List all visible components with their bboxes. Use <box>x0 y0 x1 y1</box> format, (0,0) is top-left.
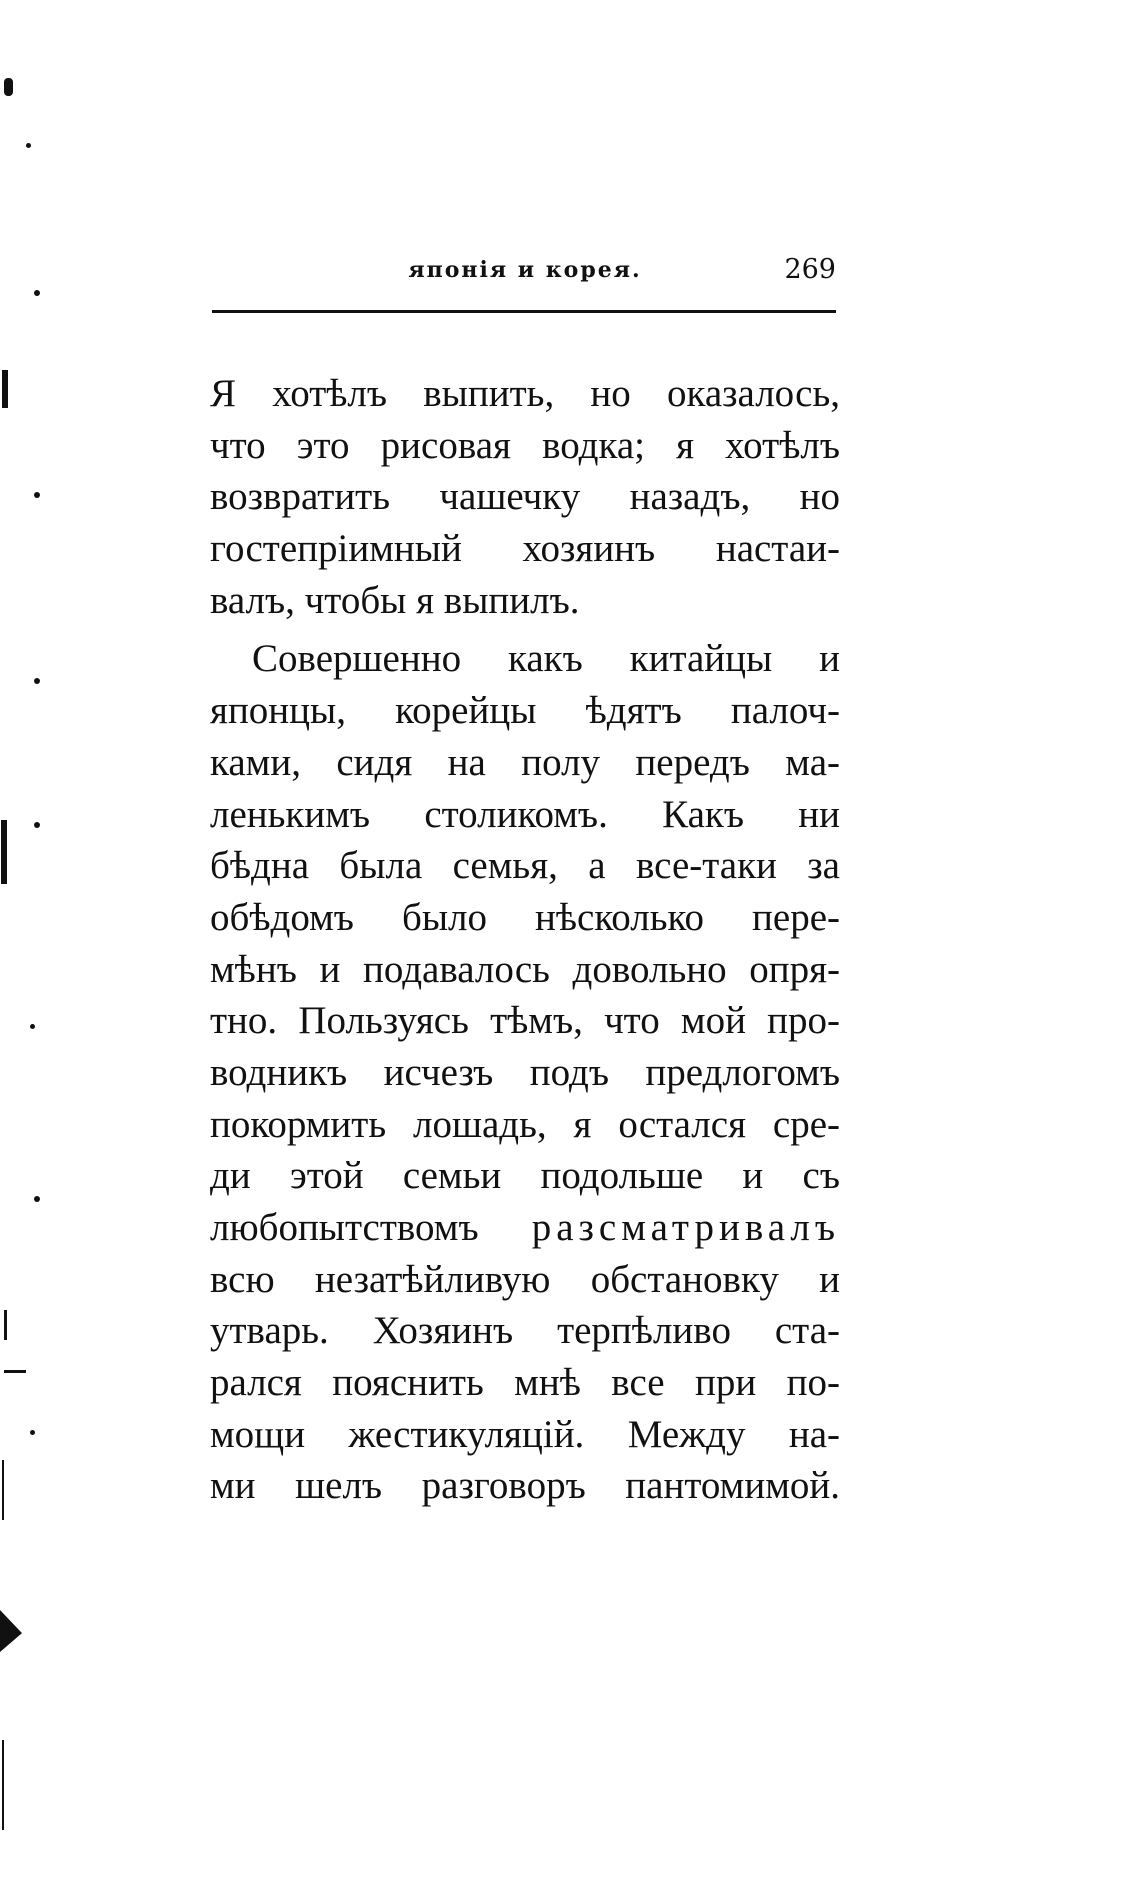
scan-artifact <box>34 290 40 296</box>
paragraph <box>210 368 840 626</box>
text-line: Я хотѣлъ выпить, но оказалось, <box>210 372 840 415</box>
text-line: Совершенно какъ китайцы и <box>252 637 840 681</box>
text-line: гостепріимный хозяинъ настаи- <box>210 527 840 571</box>
text-line: ми шелъ разговоръ пантомимой. <box>210 1464 840 1508</box>
paragraph <box>210 633 840 1512</box>
scan-artifact <box>4 1310 7 1340</box>
body-text <box>210 368 840 1512</box>
header-rule <box>212 310 836 313</box>
text-line: валъ, чтобы я выпилъ. <box>210 578 580 622</box>
scan-artifact <box>34 678 40 684</box>
text-line-spaced <box>210 1202 840 1254</box>
text-line: утварь. Хозяинъ терпѣливо ста- <box>210 1309 840 1353</box>
scan-artifact <box>34 822 40 828</box>
text-line: мощи жестикуляцій. Между на- <box>210 1412 840 1456</box>
text-line: бѣдна была семья, а все-таки за <box>210 844 840 888</box>
text-line: японцы, корейцы ѣдятъ палоч- <box>210 689 840 733</box>
scan-artifact <box>0 1610 22 1652</box>
text-line: всю незатѣйливую обстановку и <box>210 1257 840 1301</box>
running-title: японія и корея. <box>408 257 642 283</box>
paragraph-gap <box>210 626 840 633</box>
text-line: возвратить чашечку назадъ, но <box>210 475 840 519</box>
text-line: рался пояснить мнѣ все при по- <box>210 1361 840 1405</box>
text-line: покормить лошадь, я остался сре- <box>210 1102 840 1146</box>
scan-artifact <box>34 492 40 498</box>
text-line: водникъ исчезъ подъ предлогомъ <box>210 1050 840 1094</box>
running-head <box>210 250 840 290</box>
text-line: обѣдомъ было нѣсколько пере- <box>210 895 840 939</box>
scan-artifact <box>2 370 8 408</box>
scan-artifact <box>2 1740 4 1830</box>
letterspaced-word: разсматривалъ <box>531 1206 840 1249</box>
text-line: ленькимъ столикомъ. Какъ ни <box>210 792 840 836</box>
scan-artifact <box>4 78 13 96</box>
scan-artifact <box>30 1430 35 1435</box>
text-segment: любопытствомъ <box>210 1206 479 1249</box>
scan-artifact <box>4 1370 26 1373</box>
scan-artifact <box>34 1196 40 1202</box>
scan-artifact <box>30 1024 35 1029</box>
scan-artifact <box>26 143 31 148</box>
text-line: ками, сидя на полу передъ ма- <box>210 740 840 784</box>
scan-artifact <box>2 1460 4 1520</box>
text-line: что это рисовая водка; я хотѣлъ <box>210 423 840 467</box>
text-line: ди этой семьи подольше и съ <box>210 1154 840 1198</box>
scan-artifact <box>1 820 7 884</box>
page-number: 269 <box>784 254 836 285</box>
text-line: тно. Пользуясь тѣмъ, что мой про- <box>210 999 840 1043</box>
text-line: мѣнъ и подавалось довольно опря- <box>210 947 840 991</box>
